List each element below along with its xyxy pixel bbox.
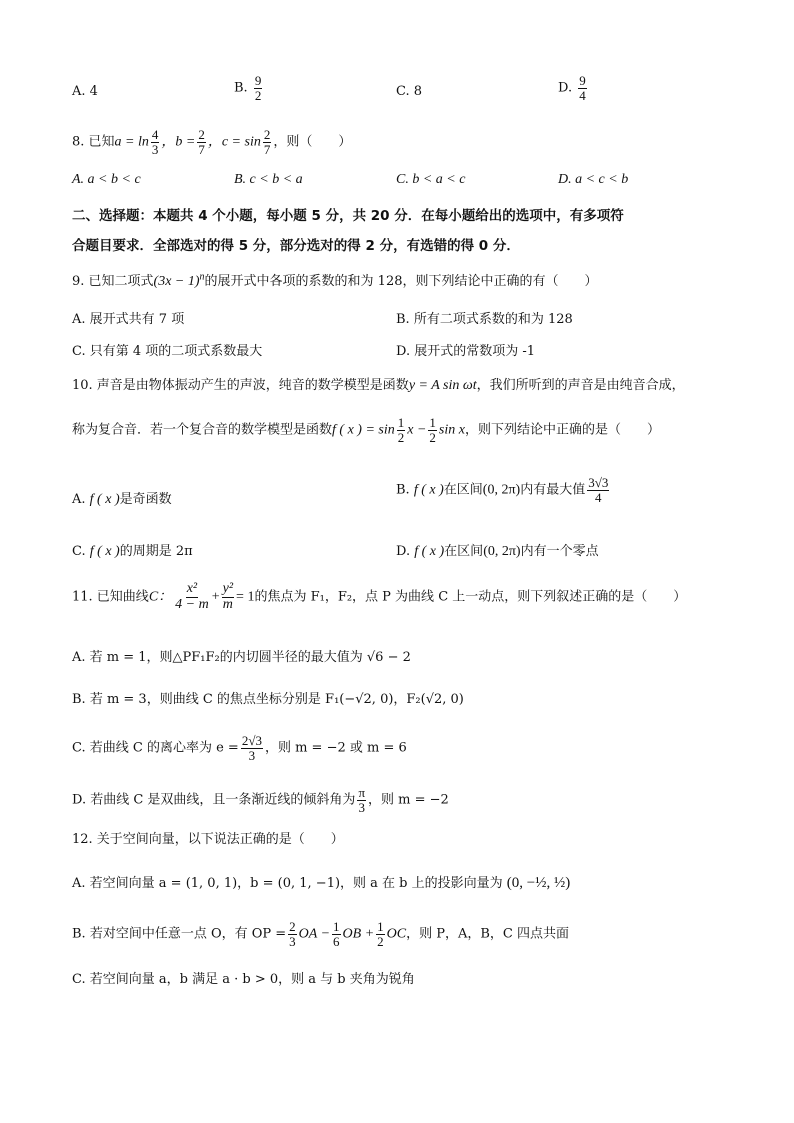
q7-d-den: 4 [579, 87, 586, 103]
q8-b-num: 2 [198, 127, 205, 142]
q10-d-label: D. [396, 544, 411, 559]
q8-number: 8. 已知 [72, 134, 115, 150]
q10-tail-expr: sin x [438, 422, 465, 438]
q7-option-a [72, 84, 98, 99]
q11-frac2 [222, 582, 234, 612]
q10-b-interval: (0, 2π) [482, 482, 521, 498]
q11-option-c [72, 734, 734, 762]
q12-option-b [72, 920, 734, 948]
q10-line1-expr: y = A sin ωt [408, 378, 477, 393]
q12-b-t2: OB + [342, 926, 375, 942]
section2-line2: 合题目要求．全部选对的得 5 分，部分选对的得 2 分，有选错的得 0 分． [72, 238, 520, 254]
q9-exponent: n [199, 271, 205, 283]
q8-stem [72, 128, 734, 156]
q10-b-text: 在区间 [443, 482, 483, 498]
q8-a-num: 4 [151, 127, 159, 142]
q12-b-n3: 1 [377, 919, 384, 934]
q12-b-t1: OA − [298, 926, 331, 942]
q10-line1-pre: 10. 声音是由物体振动产生的声波，纯音的数学模型是函数 [72, 378, 409, 393]
q10-a-text: 是奇函数 [119, 492, 172, 507]
q9-option-a: A. 展开式共有 7 项 [72, 312, 185, 327]
q11-frac1-den: 4 − m [175, 596, 209, 612]
q10-frac1-den: 2 [397, 429, 405, 445]
q11-post: 的焦点为 F₁，F₂，点 P 为曲线 C 上一动点，则下列叙述正确的是（ ） [254, 589, 687, 605]
q7-option-a-text: A. 4 [72, 84, 98, 99]
q10-line1 [72, 374, 734, 394]
q11-d-num: π [358, 785, 366, 800]
q10-d-expr: f ( x ) [414, 544, 445, 559]
q11-frac2-num: y² [222, 581, 234, 596]
q11-d-pre: D. 若曲线 C 是双曲线，且一条渐近线的倾斜角为 [72, 792, 356, 808]
q11-pre: 11. 已知曲线 [72, 589, 149, 605]
q10-b-fraction [587, 476, 609, 504]
q11-frac1-num: x² [186, 581, 198, 596]
q8-tail: ，则（ ） [273, 134, 352, 150]
q12-b-post: ，则 P，A，B，C 四点共面 [406, 926, 569, 942]
q11-d-fraction [357, 786, 366, 814]
q10-line2-post: ，则下列结论中正确的是（ ） [464, 422, 660, 438]
q10-d-interval: (0, 2π) [483, 544, 521, 559]
q9-post: 的展开式中各项的系数的和为 128，则下列结论中正确的有（ ） [204, 274, 598, 289]
q8-a-fraction [151, 128, 160, 156]
q11-c-post: ，则 m = −2 或 m = 6 [264, 740, 407, 756]
q12-a-vector: (0, −½, ½) [506, 875, 571, 891]
q12-b-frac1 [288, 920, 297, 948]
q8-b-expr: ，b = [161, 134, 196, 150]
q10-option-b [396, 476, 611, 504]
q7-option-b-label: B. [234, 80, 248, 96]
q9-option-d: D. 展开式的常数项为 -1 [396, 344, 536, 359]
q10-mid: x − [407, 422, 427, 438]
q10-d-text2: 内有一个零点 [520, 544, 599, 559]
q9-option-b: B. 所有二项式系数的和为 128 [396, 312, 573, 327]
q11-option-d [72, 786, 734, 814]
q7-b-num: 9 [254, 73, 262, 88]
q11-c-den: 3 [248, 747, 256, 763]
q12-option-c: C. 若空间向量 a，b 满足 a · b > 0，则 a 与 b 夹角为锐角 [72, 972, 415, 987]
q8-a-expr: a = ln [114, 134, 149, 150]
q10-frac1 [397, 416, 406, 444]
q9-stem [72, 270, 734, 290]
q11-curve: C： [148, 589, 173, 605]
q10-a-expr: f ( x ) [89, 492, 120, 507]
q10-d-text: 在区间 [444, 544, 484, 559]
q12-b-d3: 2 [377, 933, 384, 949]
q10-line2 [72, 416, 734, 444]
q9-option-c: C. 只有第 4 项的二项式系数最大 [72, 344, 263, 359]
q10-option-a [72, 488, 172, 508]
q7-option-b-fraction [254, 74, 263, 102]
q7-option-c-text: C. 8 [396, 84, 423, 99]
q12-b-n2: 1 [333, 919, 340, 934]
q10-option-c [72, 540, 193, 560]
q10-frac1-num: 1 [397, 415, 405, 430]
q12-b-pre: B. 若对空间中任意一点 O，有 OP = [72, 926, 287, 942]
q11-option-a: A. 若 m = 1，则△PF₁F₂的内切圆半径的最大值为 √6 − 2 [72, 650, 411, 665]
q11-stem [72, 582, 734, 612]
q12-option-a [72, 872, 734, 892]
q10-c-text: 的周期是 2π [119, 544, 193, 559]
q7-option-c [396, 84, 422, 99]
q11-option-b: B. 若 m = 3，则曲线 C 的焦点坐标分别是 F₁(−√2, 0)，F₂(√2, 0) [72, 692, 464, 707]
q10-b-den: 4 [595, 489, 602, 505]
q12-a-pre: A. 若空间向量 a = (1, 0, 1)，b = (0, 1, −1)，则 a 在 b 上的投影向量为 [72, 876, 503, 891]
q9-expr: (3x − 1) [153, 274, 200, 289]
q11-d-post: ，则 m = −2 [368, 792, 449, 808]
q11-c-fraction [241, 734, 263, 762]
q12-b-d2: 6 [333, 933, 340, 949]
q8-c-den: 7 [263, 141, 271, 157]
q12-stem: 12. 关于空间向量，以下说法正确的是（ ） [72, 832, 344, 847]
q10-c-label: C. [72, 544, 86, 559]
q10-line2-pre: 称为复合音．若一个复合音的数学模型是函数 [72, 422, 333, 438]
q10-option-d [396, 540, 599, 560]
q8-b-den: 7 [198, 141, 205, 157]
q7-option-b [234, 74, 264, 102]
q10-frac2-num: 1 [429, 415, 436, 430]
q10-b-label: B. [396, 482, 410, 498]
q10-frac2-den: 2 [429, 429, 436, 445]
q11-d-den: 3 [358, 799, 365, 815]
q8-c-expr: ，c = sin [207, 134, 261, 150]
q10-b-num: 3√3 [588, 475, 609, 490]
q8-option-d: D. a < c < b [558, 172, 629, 187]
q12-b-frac2 [332, 920, 341, 948]
q8-c-fraction [263, 128, 272, 156]
q11-eq: = 1 [236, 589, 255, 605]
q11-plus: + [211, 589, 220, 605]
q8-option-a: A. a < b < c [72, 172, 141, 187]
q12-b-n1: 2 [289, 919, 296, 934]
q7-option-d-label: D. [558, 80, 573, 96]
q7-option-d-fraction [578, 74, 587, 102]
q11-frac2-den: m [222, 596, 233, 612]
q12-b-t3: OC [386, 926, 407, 942]
q10-a-label: A. [72, 492, 86, 507]
q10-frac2 [428, 416, 437, 444]
q8-b-fraction [197, 128, 206, 156]
q12-b-frac3 [376, 920, 385, 948]
q7-b-den: 2 [254, 87, 262, 103]
q10-fx: f ( x ) = sin [332, 422, 395, 438]
q10-b-text2: 内有最大值 [520, 482, 586, 498]
q11-frac1 [174, 582, 210, 612]
q8-option-c: C. b < a < c [396, 172, 466, 187]
q8-option-b: B. c < b < a [234, 172, 303, 187]
q11-c-num: 2√3 [241, 733, 262, 748]
q8-c-num: 2 [263, 127, 271, 142]
q10-line1-post: ，我们所听到的声音是由纯音合成， [476, 378, 685, 393]
q7-d-num: 9 [579, 73, 586, 88]
q9-pre: 9. 已知二项式 [72, 274, 154, 289]
q7-option-d [558, 74, 589, 102]
q8-a-den: 3 [151, 141, 159, 157]
section2-line1: 二、选择题：本题共 4 个小题，每小题 5 分，共 20 分．在每小题给出的选项中，有多项符 [72, 208, 624, 224]
q12-b-d1: 3 [289, 933, 296, 949]
q10-b-expr: f ( x ) [413, 482, 444, 498]
q10-c-expr: f ( x ) [89, 544, 120, 559]
q11-c-pre: C. 若曲线 C 的离心率为 e = [72, 740, 239, 756]
